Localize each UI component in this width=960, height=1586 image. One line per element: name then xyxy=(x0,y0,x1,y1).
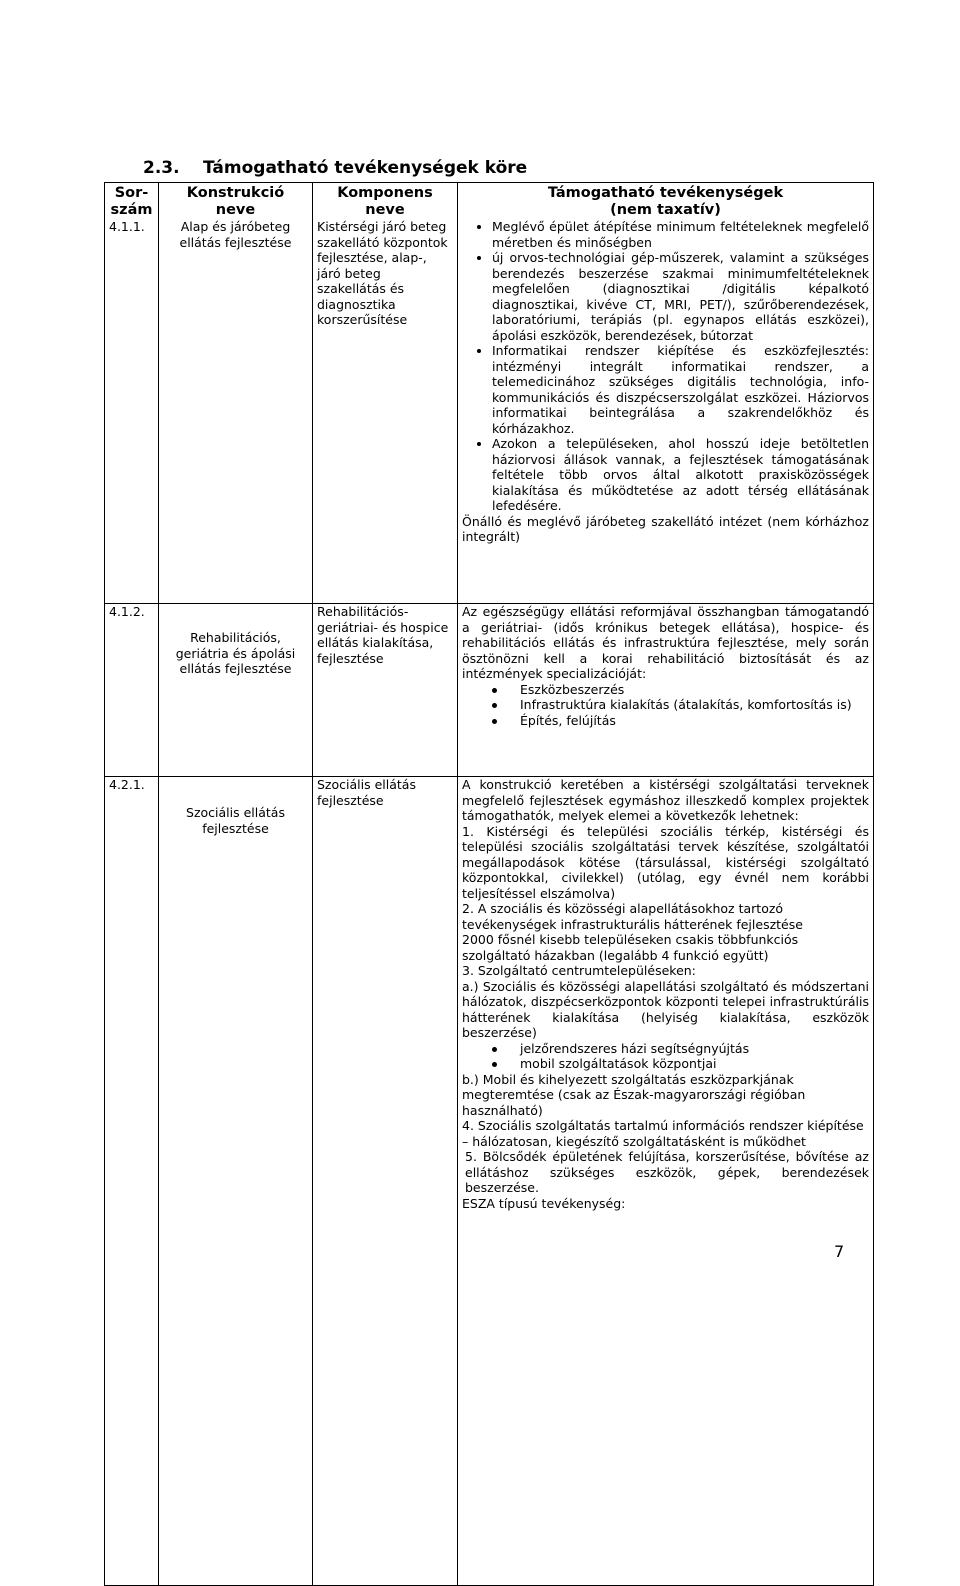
table-row xyxy=(105,219,874,604)
activity-list xyxy=(462,682,869,729)
table-row xyxy=(105,604,874,777)
paragraph: 5. Bölcsődék épületének felújítása, korszerűsítése, bővítése az ellátáshoz szükséges eszközök, gépek, berendezések beszerzése. xyxy=(465,1149,869,1195)
activity-list xyxy=(462,1041,869,1072)
component-name: Kistérségi járó beteg szakellátó központok fejlesztése, alap-, járó beteg szakellátás és diagnosztika korszerűsítése xyxy=(313,219,458,604)
list-item: mobil szolgáltatások központjai xyxy=(462,1056,869,1072)
list-item: Infrastruktúra kialakítás (átalakítás, komfortosítás is) xyxy=(462,697,869,713)
paragraph: 3. Szolgáltató centrumtelepüléseken: xyxy=(462,963,696,978)
construction-name: Alap és járóbeteg ellátás fejlesztése xyxy=(159,219,313,604)
paragraph: A konstrukció keretében a kistérségi szolgáltatási terveknek megfelelő fejlesztések egymáshoz illeszkedő komplex projektek támogathatók, melyek elemei a következők lehetnek: xyxy=(462,777,869,823)
component-name: Rehabilitációs-geriátriai- és hospice ellátás kialakítása, fejlesztése xyxy=(313,604,458,777)
row-number: 4.1.1. xyxy=(105,219,159,604)
construction-name: Szociális ellátás fejlesztése xyxy=(159,777,313,1586)
list-item: Eszközbeszerzés xyxy=(462,682,869,698)
paragraph: ESZA típusú tevékenység: xyxy=(462,1195,626,1211)
header-komponens: Komponens neve xyxy=(313,183,458,220)
table-header-row xyxy=(105,183,874,220)
header-konstrukcio: Konstrukció neve xyxy=(159,183,313,220)
activities-cell xyxy=(458,777,874,1586)
row-number: 4.1.2. xyxy=(105,604,159,777)
section-number: 2.3. xyxy=(143,158,180,178)
paragraph: 4. Szociális szolgáltatás tartalmú információs rendszer kiépítése – hálózatosan, kiegészítő szolgáltatásként is működhet xyxy=(462,1118,864,1149)
paragraph: b.) Mobil és kihelyezett szolgáltatás eszközparkjának megteremtése (csak az Észak-magyarországi régióban használható) xyxy=(462,1071,806,1118)
paragraph: a.) Szociális és közösségi alapellátási szolgáltató és módszertani hálózatok, diszpécserközpontok központi telepei infrastruktúrális hátterének kialakítása (helyiség kialakítása, eszközök beszerzése) xyxy=(462,978,869,1040)
table-row xyxy=(105,777,874,1586)
section-title: Támogatható tevékenységek köre xyxy=(203,158,528,178)
paragraph: 2000 fősnél kisebb településeken csakis többfunkciós szolgáltató házakban (legalább 4 funkció együtt) xyxy=(462,932,799,963)
list-item: jelzőrendszeres házi segítségnyújtás xyxy=(462,1041,869,1057)
activity-footer: Önálló és meglévő járóbeteg szakellátó intézet (nem kórházhoz integrált) xyxy=(462,513,869,544)
activities-table xyxy=(104,182,874,1586)
list-item: új orvos-technológiai gép-műszerek, valamint a szükséges berendezés beszerzése szakmai minimumfeltételeknek megfelelően (diagnosztikai /digitális képalkotó diagnosztikai, kivéve CT, MRI, PET/), szűrőberendezések, laboratóriumi, terápiás (pl. egynapos ellátás eszközei), ápolási eszközök, berendezések, bútorzat xyxy=(462,250,869,343)
section-heading xyxy=(143,158,527,178)
paragraph: 1. Kistérségi és települési szociális térkép, kistérségi és települési szociális szolgáltatási tervek készítése, szolgáltatói megállapodások kötése (társulással, kistérségi szolgáltató központokkal, civilekkel) (utólag, egy évnél nem korábbi teljesítéssel elszámolva) xyxy=(462,823,869,901)
list-item: Meglévő épület átépítése minimum feltételeknek megfelelő méretben és minőségben xyxy=(462,219,869,250)
page-number: 7 xyxy=(834,1242,845,1261)
construction-name: Rehabilitációs, geriátria és ápolási ellátás fejlesztése xyxy=(159,604,313,777)
activities-cell xyxy=(458,219,874,604)
activities-cell xyxy=(458,604,874,777)
activity-intro: Az egészségügy ellátási reformjával összhangban támogatandó a geriátriai- (idős krónikus betegek ellátása), hospice- és rehabilitációs ellátás és infrastruktúra fejlesztése, mely során ösztönözni kell a korai rehabilitáció biztosítását és az intézmények specializációját: xyxy=(462,604,869,681)
list-item: Informatikai rendszer kiépítése és eszközfejlesztés: intézményi integrált informatikai rendszer, a telemedicinához szükséges digitális technológia, info-kommunikációs és diszpécserszolgálat eszközei. Háziorvos informatikai beintegrálása a szakrendelőkhöz és kórházakhoz. xyxy=(462,343,869,436)
activity-list xyxy=(462,219,869,514)
component-name: Szociális ellátás fejlesztése xyxy=(313,777,458,1586)
list-item: Építés, felújítás xyxy=(462,713,869,729)
row-number: 4.2.1. xyxy=(105,777,159,1586)
list-item: Azokon a településeken, ahol hosszú ideje betöltetlen háziorvosi állások vannak, a fejlesztések támogatásának feltétele több orvos által alkotott praxisközösségek kialakítása és működtetése az adott térség ellátásának lefedésére. xyxy=(462,436,869,514)
header-tevekenysegek: Támogatható tevékenységek (nem taxatív) xyxy=(458,183,874,220)
paragraph: 2. A szociális és közösségi alapellátásokhoz tartozó tevékenységek infrastrukturális hátterének fejlesztése xyxy=(462,901,803,932)
header-sorszam: Sor- szám xyxy=(105,183,159,220)
